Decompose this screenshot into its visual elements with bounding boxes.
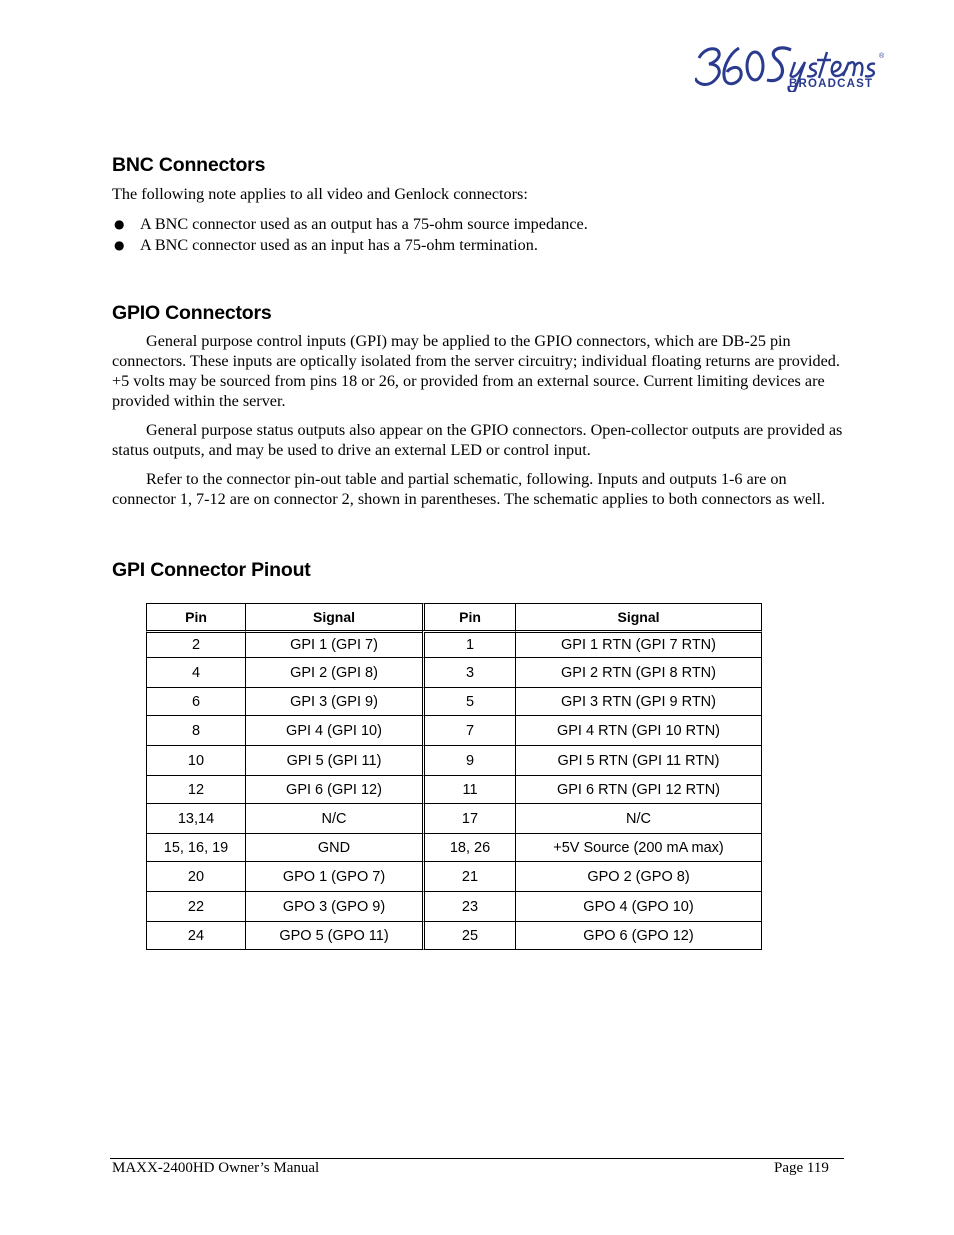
pinout-heading: GPI Connector Pinout xyxy=(112,559,311,581)
table-cell: 10 xyxy=(146,745,245,775)
table-cell: GPI 3 (GPI 9) xyxy=(245,687,422,715)
table-row xyxy=(146,715,762,745)
table-cell: GPI 6 RTN (GPI 12 RTN) xyxy=(515,775,762,803)
table-cell: GPI 3 RTN (GPI 9 RTN) xyxy=(515,687,762,715)
gpio-paragraph: General purpose status outputs also appear on the GPIO connectors. Open-collector outputs are provided as status outputs, and may be used to drive an external LED or control input. xyxy=(112,421,843,459)
table-cell: N/C xyxy=(245,803,422,833)
table-cell: GPI 1 RTN (GPI 7 RTN) xyxy=(515,630,762,657)
table-cell: GPI 2 RTN (GPI 8 RTN) xyxy=(515,657,762,687)
table-cell: GPI 5 RTN (GPI 11 RTN) xyxy=(515,745,762,775)
footer-manual-title: MAXX-2400HD Owner’s Manual xyxy=(112,1160,320,1176)
table-cell: 13,14 xyxy=(146,803,245,833)
logo-registered-mark: ® xyxy=(879,53,885,60)
table-cell: 25 xyxy=(422,921,515,950)
table-cell: GPI 5 (GPI 11) xyxy=(245,745,422,775)
table-cell: GPO 1 (GPO 7) xyxy=(245,861,422,891)
footer-page-number: Page 119 xyxy=(774,1160,829,1176)
table-row xyxy=(146,891,762,921)
table-row xyxy=(146,803,762,833)
table-row xyxy=(146,630,762,657)
table-cell: 7 xyxy=(422,715,515,745)
table-header-row xyxy=(146,603,762,630)
table-cell: GPI 4 RTN (GPI 10 RTN) xyxy=(515,715,762,745)
table-cell: 8 xyxy=(146,715,245,745)
table-cell: 11 xyxy=(422,775,515,803)
gpio-paragraph: Refer to the connector pin-out table and partial schematic, following. Inputs and outputs 1-6 are on connector 1, 7-12 are on connector 2, shown in parentheses. The schematic applies to both connectors as well. xyxy=(112,470,826,508)
table-cell: GPI 2 (GPI 8) xyxy=(245,657,422,687)
table-row xyxy=(146,861,762,891)
column-header: Pin xyxy=(422,603,515,630)
table-cell: 1 xyxy=(422,630,515,657)
table-cell: GPI 1 (GPI 7) xyxy=(245,630,422,657)
bullet-icon: ● xyxy=(114,217,125,231)
bnc-bullet-item: ● A BNC connector used as an output has a 75-ohm source impedance. xyxy=(114,215,588,233)
logo-subtext: BROADCAST xyxy=(789,78,874,90)
table-cell: 21 xyxy=(422,861,515,891)
gpi-pinout-table xyxy=(146,603,762,950)
bnc-intro: The following note applies to all video and Genlock connectors: xyxy=(112,185,528,203)
logo-graphic xyxy=(695,40,890,92)
table-cell: 12 xyxy=(146,775,245,803)
table-cell: 6 xyxy=(146,687,245,715)
table-cell: GND xyxy=(245,833,422,861)
table-cell: 3 xyxy=(422,657,515,687)
table-row xyxy=(146,745,762,775)
column-header: Pin xyxy=(146,603,245,630)
table-cell: 9 xyxy=(422,745,515,775)
gpio-paragraph: General purpose control inputs (GPI) may be applied to the GPIO connectors, which are DB-25 pin connectors. These inputs are optically isolated from the server circuitry; individual floating returns are provided. +5 volts may be sourced from pins 18 or 26, or provided from an external source. Current limiting devices are provided within the server. xyxy=(112,332,840,410)
table-row xyxy=(146,833,762,861)
bnc-bullet-item: ● A BNC connector used as an input has a 75-ohm termination. xyxy=(114,236,538,254)
table-cell: GPO 5 (GPO 11) xyxy=(245,921,422,950)
table-cell: 24 xyxy=(146,921,245,950)
table-cell: GPO 6 (GPO 12) xyxy=(515,921,762,950)
table-cell: 18, 26 xyxy=(422,833,515,861)
bnc-bullet-list xyxy=(112,214,588,256)
brand-logo xyxy=(695,40,890,92)
table-cell: 20 xyxy=(146,861,245,891)
table-cell: GPO 4 (GPO 10) xyxy=(515,891,762,921)
table-cell: 5 xyxy=(422,687,515,715)
table-cell: GPO 2 (GPO 8) xyxy=(515,861,762,891)
table-cell: 4 xyxy=(146,657,245,687)
table-cell: N/C xyxy=(515,803,762,833)
bullet-icon: ● xyxy=(114,238,125,252)
table-cell: 2 xyxy=(146,630,245,657)
table-cell: 17 xyxy=(422,803,515,833)
table-cell: GPI 4 (GPI 10) xyxy=(245,715,422,745)
gpio-heading: GPIO Connectors xyxy=(112,302,272,324)
table-cell: GPO 3 (GPO 9) xyxy=(245,891,422,921)
table-row xyxy=(146,921,762,950)
table-row xyxy=(146,775,762,803)
column-header: Signal xyxy=(245,603,422,630)
table-row xyxy=(146,687,762,715)
table-cell: 15, 16, 19 xyxy=(146,833,245,861)
table-cell: 23 xyxy=(422,891,515,921)
table-cell: GPI 6 (GPI 12) xyxy=(245,775,422,803)
bnc-heading: BNC Connectors xyxy=(112,154,266,176)
column-header: Signal xyxy=(515,603,762,630)
table-row xyxy=(146,657,762,687)
footer-divider xyxy=(110,1158,844,1159)
table-cell: 22 xyxy=(146,891,245,921)
table-cell: +5V Source (200 mA max) xyxy=(515,833,762,861)
